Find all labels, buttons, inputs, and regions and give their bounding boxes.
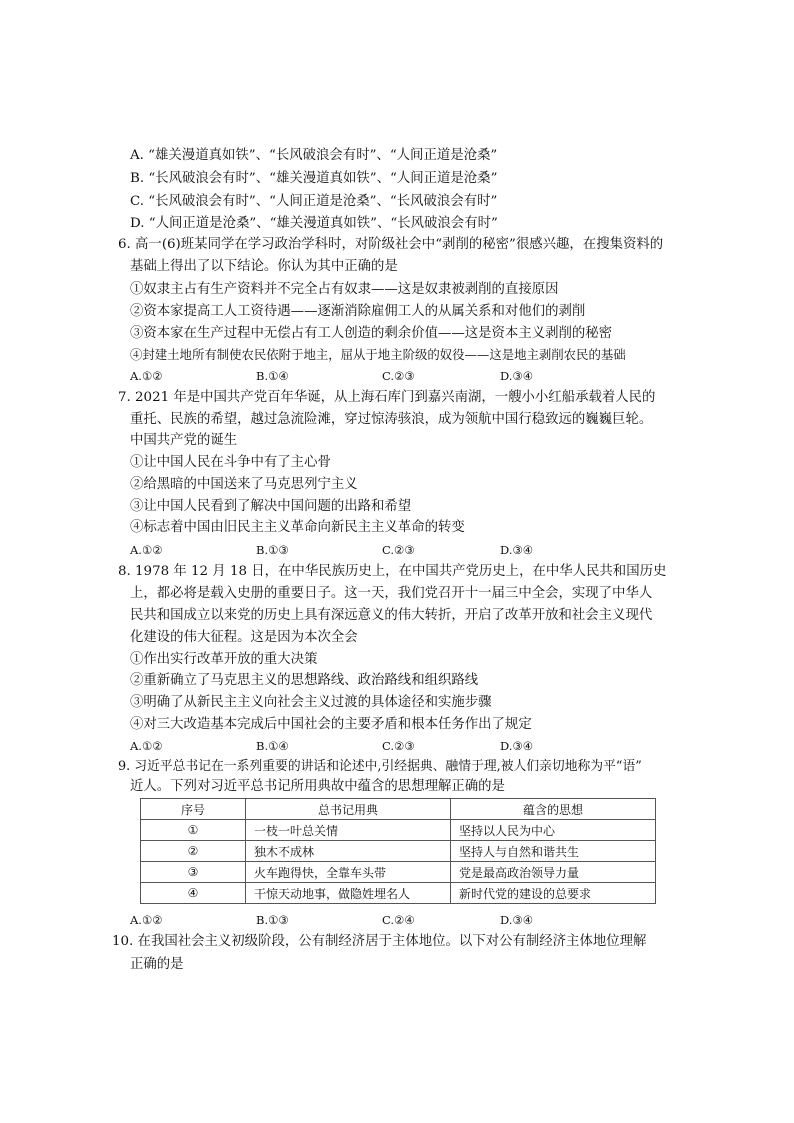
q10-stem-line-2: 正确的是 [130, 957, 184, 972]
q7-stem-line-1: 7. 2021 年是中国共产党百年华诞，从上海石库门到嘉兴南湖，一艘小小红船承载着人民的 [118, 390, 656, 405]
table-cell-quote: 独木不成林 [246, 841, 451, 862]
q6-choice-b: B.①④ [256, 369, 289, 383]
q6-choice-d: D.③④ [500, 369, 534, 383]
table-row [141, 862, 656, 883]
table-cell-index: ① [141, 820, 246, 841]
q9-choice-c: C.②④ [382, 913, 415, 927]
q6-stem-line-1: 6. 高一(6)班某同学在学习政治学科时，对阶级社会中“剥削的秘密”很感兴趣，在搜集资料的 [118, 237, 664, 252]
q8-stem-line-1: 8. 1978 年 12 月 18 日，在中华民族历史上，在中国共产党历史上，在中华人民共和国历史 [118, 564, 667, 579]
table-header-index: 序号 [141, 799, 246, 820]
table-row [141, 883, 656, 904]
table-cell-quote: 干惊天动地事，做隐姓埋名人 [246, 883, 451, 904]
table-cell-quote: 一枝一叶总关情 [246, 820, 451, 841]
q8-stem-line-4: 化建设的伟大征程。这是因为本次全会 [130, 630, 358, 645]
q7-choice-c: C.②③ [382, 543, 415, 557]
q8-choice-a: A.①② [130, 739, 163, 753]
q7-item-1: ①让中国人民在斗争中有了主心骨 [130, 455, 331, 470]
q5-option-c: C. “长风破浪会有时”、“人间正道是沧桑”、“长风破浪会有时” [130, 194, 498, 209]
q9-choice-d: D.③④ [500, 913, 534, 927]
q7-item-2: ②给黑暗的中国送来了马克思列宁主义 [130, 477, 358, 492]
q7-choice-b: B.①③ [256, 543, 289, 557]
table-cell-index: ④ [141, 883, 246, 904]
q9-choice-b: B.①③ [256, 913, 289, 927]
q7-item-3: ③让中国人民看到了解决中国问题的出路和希望 [130, 499, 412, 514]
q9-stem-line-2: 近人。下列对习近平总书记所用典故中蕴含的思想理解正确的是 [130, 779, 505, 794]
q5-option-b: B. “长风破浪会有时”、“雄关漫道真如铁”、“人间正道是沧桑” [130, 171, 498, 186]
q8-choice-b: B.①④ [256, 739, 289, 753]
q7-choice-a: A.①② [130, 543, 163, 557]
q7-item-4: ④标志着中国由旧民主主义革命向新民主主义革命的转变 [130, 520, 465, 535]
table-cell-index: ③ [141, 862, 246, 883]
q10-stem-line-1: 10. 在我国社会主义初级阶段，公有制经济居于主体地位。以下对公有制经济主体地位理解 [112, 934, 647, 949]
table-row [141, 841, 656, 862]
q7-stem-line-3: 中国共产党的诞生 [130, 433, 238, 448]
q7-choice-d: D.③④ [500, 543, 534, 557]
q6-stem-line-2: 基础上得出了以下结论。你认为其中正确的是 [130, 259, 398, 274]
q5-option-d: D. “人间正道是沧桑”、“雄关漫道真如铁”、“长风破浪会有时” [130, 216, 498, 231]
q5-option-a: A. “雄关漫道真如铁”、“长风破浪会有时”、“人间正道是沧桑” [130, 148, 498, 163]
table-cell-meaning: 党是最高政治领导力量 [451, 862, 656, 883]
table-cell-quote: 火车跑得快，全靠车头带 [246, 862, 451, 883]
q8-stem-line-3: 民共和国成立以来党的历史上具有深远意义的伟大转折，开启了改革开放和社会主义现代 [130, 608, 653, 623]
q6-item-1: ①奴隶主占有生产资料并不完全占有奴隶——这是奴隶被剥削的直接原因 [130, 282, 559, 297]
q6-item-3: ③资本家在生产过程中无偿占有工人创造的剩余价值——这是资本主义剥削的秘密 [130, 326, 613, 341]
table-cell-meaning: 坚持人与自然和谐共生 [451, 841, 656, 862]
q8-item-1: ①作出实行改革开放的重大决策 [130, 652, 318, 667]
table-header-meaning: 蕴含的思想 [451, 799, 656, 820]
table-cell-meaning: 新时代党的建设的总要求 [451, 883, 656, 904]
table-header-quote: 总书记用典 [246, 799, 451, 820]
table-cell-index: ② [141, 841, 246, 862]
q8-item-2: ②重新确立了马克思主义的思想路线、政治路线和组织路线 [130, 673, 479, 688]
q8-item-3: ③明确了从新民主主义向社会主义过渡的具体途径和实施步骤 [130, 695, 492, 710]
q9-choice-a: A.①② [130, 913, 163, 927]
table-header-row [141, 799, 656, 820]
q7-stem-line-2: 重托、民族的希望，越过急流险滩，穿过惊涛骇浪，成为领航中国行稳致远的巍巍巨轮。 [130, 412, 653, 427]
q9-quote-table [140, 798, 656, 904]
table-row [141, 820, 656, 841]
q9-stem-line-1: 9. 习近平总书记在一系列重要的讲话和论述中,引经据典、融情于理,被人们亲切地称为平“语” [118, 759, 642, 774]
q6-choice-a: A.①② [130, 369, 163, 383]
q8-stem-line-2: 上，都必将是载入史册的重要日子。这一天，我们党召开十一届三中全会，实现了中华人 [130, 586, 653, 601]
q6-item-2: ②资本家提高工人工资待遇——逐渐消除雇佣工人的从属关系和对他们的剥削 [130, 304, 586, 319]
table-cell-meaning: 坚持以人民为中心 [451, 820, 656, 841]
q8-choice-c: C.②③ [382, 739, 415, 753]
q6-choice-c: C.②③ [382, 369, 415, 383]
q8-item-4: ④对三大改造基本完成后中国社会的主要矛盾和根本任务作出了规定 [130, 717, 532, 732]
q6-item-4: ④封建土地所有制使农民依附于地主，屈从于地主阶级的奴役——这是地主剥削农民的基础 [130, 347, 626, 362]
q8-choice-d: D.③④ [500, 739, 534, 753]
